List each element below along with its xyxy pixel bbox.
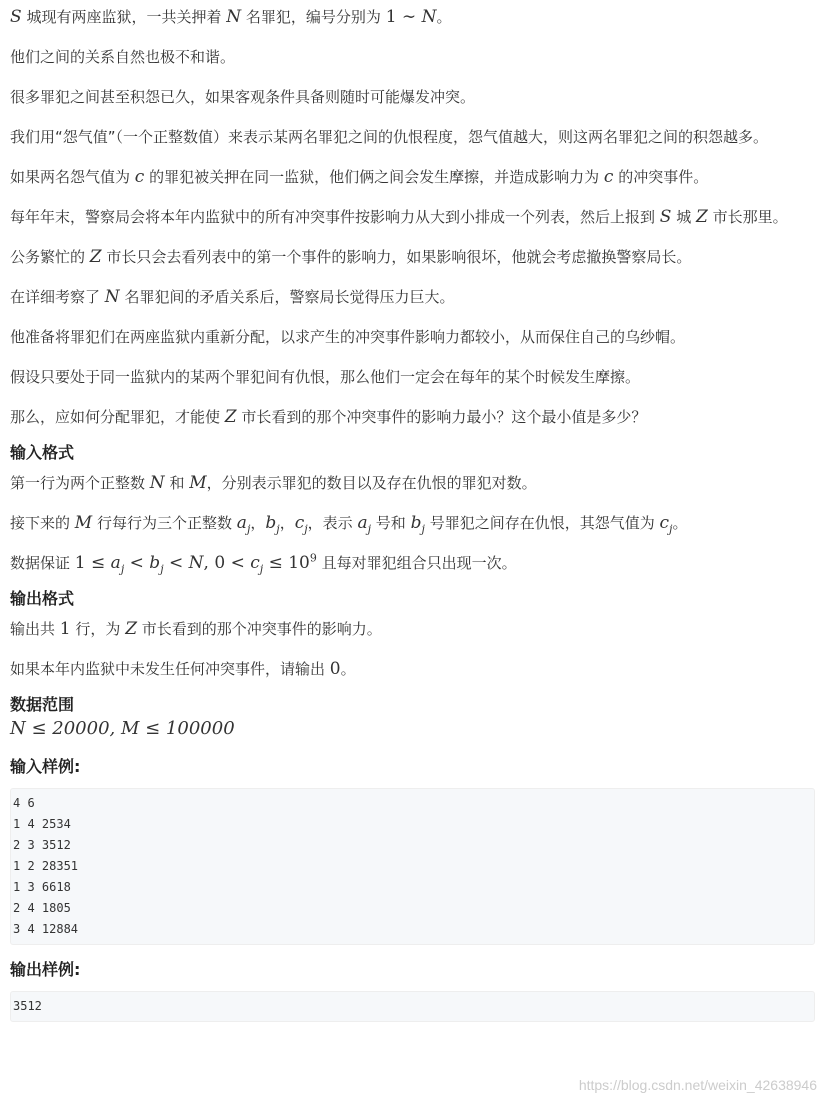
math-Z: Z [696, 207, 708, 227]
data-range-formula: N ≤ 20000, M ≤ 100000 [10, 718, 235, 739]
text: 名罪犯，编号分别为 [245, 8, 381, 26]
math-N: N [421, 7, 437, 27]
text: 。 [436, 8, 452, 26]
text: ， [279, 514, 295, 532]
text: 在详细考察了 [10, 288, 101, 306]
math-N: N [226, 7, 242, 27]
math-sim: ∼ [396, 7, 422, 27]
paragraph-5 [10, 166, 815, 188]
text: 第一行为两个正整数 [10, 474, 146, 492]
sample-input-heading: 输入样例: [10, 757, 81, 776]
paragraph-7 [10, 246, 815, 268]
text: 号罪犯之间存在仇恨，其怨气值为 [429, 514, 655, 532]
math-constraint: $1 \le a_j < b_j < N$, $0 < c_j \le 10^9$ [74, 551, 317, 576]
code-line: 2 3 3512 [13, 838, 71, 852]
text: 市长只会去看列表中的第一个事件的影响力，如果影响很坏，他就会考虑撤换警察局长。 [106, 248, 692, 266]
paragraph-6 [10, 206, 815, 228]
watermark: https://blog.csdn.net/weixin_42638946 [578, 1077, 817, 1093]
code-line: 1 4 2534 [13, 817, 71, 831]
text: ，表示 [307, 514, 353, 532]
math-M: M [189, 473, 207, 493]
output-format-line-2 [10, 658, 815, 680]
text: 号和 [375, 514, 406, 532]
code-line: 2 4 1805 [13, 901, 71, 915]
text: 每年年末，警察局会将本年内监狱中的所有冲突事件按影响力从大到小排成一个列表，然后上报到 [10, 208, 656, 226]
math-b-j: $b_j$ [265, 513, 280, 536]
output-format-heading: 输出格式 [10, 589, 75, 608]
text: 接下来的 [10, 514, 71, 532]
math-N: N [149, 473, 165, 493]
math-one: 1 [385, 7, 397, 27]
text: 的罪犯被关押在同一监狱，他们俩之间会发生摩擦，并造成影响力为 [149, 168, 600, 186]
math-Z: Z [89, 247, 102, 267]
text: 市长那里。 [712, 208, 788, 226]
math-c: c [134, 167, 145, 187]
sample-output-heading: 输出样例: [10, 960, 81, 979]
output-format-line-1 [10, 618, 815, 640]
code-line: 4 6 [13, 796, 35, 810]
sample-input-block [10, 788, 815, 945]
math-Z: Z [125, 619, 138, 639]
code-line: 1 2 28351 [13, 859, 79, 873]
code-line: 1 3 6618 [13, 880, 71, 894]
text: 市长看到的那个冲突事件的影响力。 [141, 620, 382, 638]
math-S: S [10, 7, 22, 27]
text: 行，为 [75, 620, 121, 638]
math-a-j: $a_j$ [357, 513, 372, 536]
math-b-j: $b_j$ [410, 513, 425, 536]
paragraph-10: 假设只要处于同一监狱内的某两个罪犯间有仇恨，那么他们一定会在每年的某个时候发生摩擦。 [10, 368, 641, 386]
math-S: S [659, 207, 672, 227]
paragraph-9: 他准备将罪犯们在两座监狱内重新分配，以求产生的冲突事件影响力都较小，从而保住自己的乌纱帽。 [10, 328, 686, 346]
text: 公务繁忙的 [10, 248, 86, 266]
math-one: 1 [59, 619, 71, 639]
math-zero: 0 [329, 659, 341, 679]
text: 市长看到的那个冲突事件的影响力最小？这个最小值是多少？ [241, 408, 647, 426]
math-c-j: $c_j$ [294, 513, 308, 536]
text: 名罪犯间的矛盾关系后，警察局长觉得压力巨大。 [124, 288, 455, 306]
code-line: 3512 [13, 999, 42, 1013]
paragraph-4: 我们用“怨气值”（一个正整数值）来表示某两名罪犯之间的仇恨程度，怨气值越大，则这两名罪犯之间的积怨越多。 [10, 128, 769, 146]
text: 数据保证 [10, 554, 71, 572]
text: 。 [672, 514, 688, 532]
paragraph-2: 他们之间的关系自然也极不和谐。 [10, 48, 236, 66]
code-line: 3 4 12884 [13, 922, 79, 936]
paragraph-11 [10, 406, 815, 428]
text: ，分别表示罪犯的数目以及存在仇恨的罪犯对数。 [206, 474, 537, 492]
math-c-j: $c_j$ [659, 513, 673, 536]
math-a-j: $a_j$ [236, 513, 251, 536]
input-format-line-2 [10, 512, 815, 534]
data-range-heading: 数据范围 [10, 695, 75, 714]
text: 如果本年内监狱中未发生任何冲突事件，请输出 [10, 660, 326, 678]
input-format-heading: 输入格式 [10, 443, 75, 462]
text: 且每对罪犯组合只出现一次。 [321, 554, 517, 572]
text: 。 [340, 660, 356, 678]
math-M: M [74, 513, 93, 533]
sample-output-block [10, 991, 815, 1022]
text: 输出共 [10, 620, 56, 638]
paragraph-8 [10, 286, 815, 308]
text: 和 [169, 474, 185, 492]
math-c: c [603, 167, 614, 187]
text: 城现有两座监狱，一共关押着 [26, 8, 222, 26]
text: 城 [676, 208, 692, 226]
text: ， [250, 514, 266, 532]
math-N: N [104, 287, 120, 307]
text: 的冲突事件。 [618, 168, 709, 186]
input-format-line-1 [10, 472, 815, 494]
text: 如果两名怨气值为 [10, 168, 131, 186]
text: 那么，应如何分配罪犯，才能使 [10, 408, 221, 426]
input-format-line-3 [10, 552, 815, 574]
text: 行每行为三个正整数 [97, 514, 233, 532]
math-Z: Z [224, 407, 237, 427]
paragraph-3: 很多罪犯之间甚至积怨已久，如果客观条件具备则随时可能爆发冲突。 [10, 88, 476, 106]
paragraph-1 [10, 6, 815, 28]
